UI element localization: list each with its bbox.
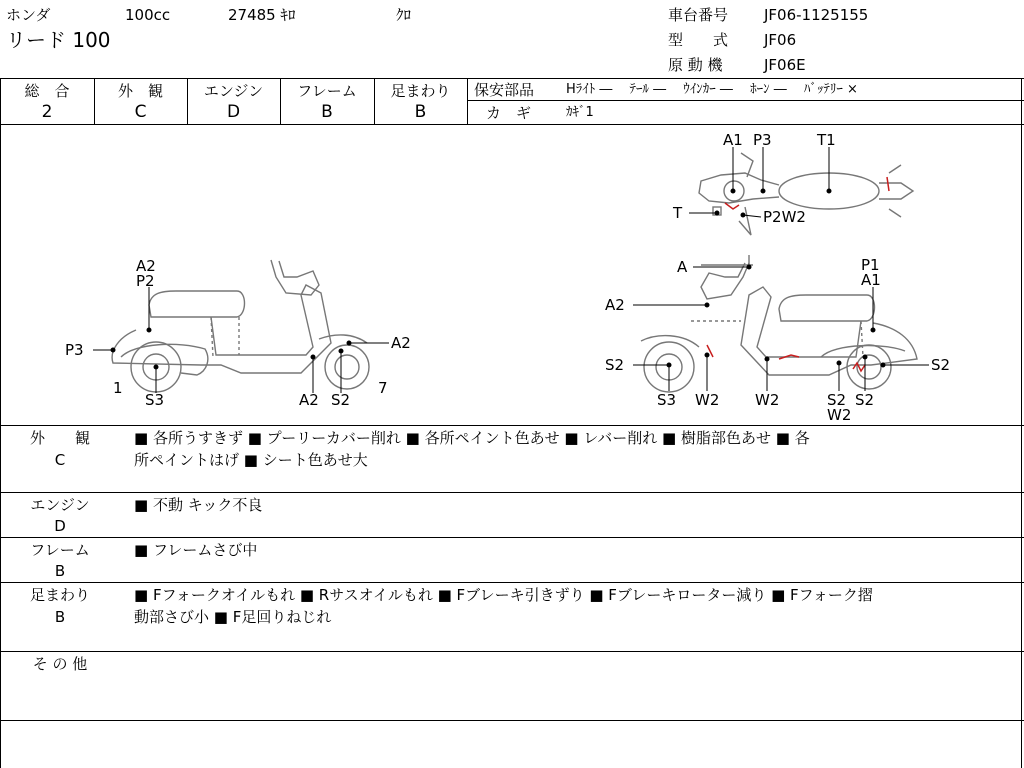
suspension-notes-line2: 動部さび小 ■ F足回りねじれ bbox=[134, 608, 332, 626]
suspension-notes-line1: ■ Fフォークオイルもれ ■ Rサスオイルもれ ■ Fブレーキ引きずり ■ Fブレーキローター減り ■ Fフォーク摺 bbox=[134, 586, 873, 604]
frame-no: JF06-1125155 bbox=[764, 6, 869, 24]
exterior-section-label: 外 観 bbox=[29, 429, 90, 447]
label-p1: P1 bbox=[861, 256, 880, 274]
type-label: 型 式 bbox=[668, 31, 729, 49]
key-value: ｶｷﾞ1 bbox=[566, 105, 594, 120]
label-1: 1 bbox=[113, 379, 123, 397]
overall-grade: 2 bbox=[41, 102, 53, 122]
label-s3-left: S3 bbox=[145, 391, 165, 409]
safety-label: 保安部品 bbox=[474, 81, 535, 99]
frame-grade-label: フレーム bbox=[297, 82, 357, 100]
suspension-section-label: 足まわり bbox=[29, 586, 90, 604]
label-7: 7 bbox=[378, 379, 388, 397]
label-a2-bottom: A2 bbox=[299, 391, 319, 409]
label-s2-b: S2 bbox=[855, 391, 875, 409]
safety-items: Hﾗｲﾄ ― ﾃｰﾙ ― ｳｲﾝｶｰ ― ﾎｰﾝ ― ﾊﾞｯﾃﾘｰ × bbox=[566, 82, 858, 97]
key-label: カ ギ bbox=[486, 104, 532, 122]
engine-grade: D bbox=[226, 102, 241, 122]
maker: ホンダ bbox=[6, 6, 51, 24]
engine-grade-label: エンジン bbox=[203, 82, 264, 100]
label-s2-rightview-left: S2 bbox=[605, 356, 625, 374]
label-a2-right: A2 bbox=[391, 334, 411, 352]
exterior-grade-label: 外 観 bbox=[117, 82, 163, 100]
color: ｸﾛ bbox=[396, 6, 412, 24]
label-a: A bbox=[677, 258, 688, 276]
damage-diagram bbox=[1, 125, 1021, 425]
label-s3-rightview: S3 bbox=[657, 391, 677, 409]
overall-grade-label: 総 合 bbox=[24, 82, 70, 100]
exterior-notes-line2: 所ペイントはげ ■ シート色あせ大 bbox=[134, 451, 368, 469]
frame-section-grade: B bbox=[54, 562, 66, 580]
mileage: 27485 ｷﾛ bbox=[228, 6, 296, 24]
engine-section-label: エンジン bbox=[30, 496, 90, 514]
label-p3-left: P3 bbox=[65, 341, 84, 359]
frame-section-label: フレーム bbox=[30, 541, 90, 559]
label-s2-left: S2 bbox=[331, 391, 351, 409]
exterior-notes-line1: ■ 各所うすきず ■ プーリーカバー削れ ■ 各所ペイント色あせ ■ レバー削れ ■ 樹脂部色あせ ■ 各 bbox=[134, 429, 810, 447]
suspension-grade-label: 足まわり bbox=[390, 82, 451, 100]
exterior-grade: C bbox=[134, 102, 147, 122]
engine-notes: ■ 不動 キック不良 bbox=[134, 496, 263, 514]
label-s2-rightview-right: S2 bbox=[931, 356, 951, 374]
label-p2-left: P2 bbox=[136, 272, 155, 290]
engine-value: JF06E bbox=[764, 56, 806, 74]
engine-label: 原 動 機 bbox=[668, 56, 723, 74]
label-w2-b: W2 bbox=[755, 391, 780, 409]
scooter-top-view bbox=[699, 153, 913, 235]
label-p3-top: P3 bbox=[753, 131, 772, 149]
label-a2-rightview: A2 bbox=[605, 296, 625, 314]
label-t1: T1 bbox=[817, 131, 836, 149]
frame-grade: B bbox=[321, 102, 333, 122]
frame-notes: ■ フレームさび中 bbox=[134, 541, 258, 559]
frame-no-label: 車台番号 bbox=[668, 6, 729, 24]
label-w2-a: W2 bbox=[695, 391, 720, 409]
model-name: リード 100 bbox=[6, 28, 111, 52]
label-w2-c: W2 bbox=[827, 406, 852, 424]
label-a2-left: A2 bbox=[136, 257, 156, 275]
label-s2-a: S2 bbox=[827, 391, 847, 409]
label-p2w2: P2W2 bbox=[763, 208, 806, 226]
exterior-section-grade: C bbox=[54, 451, 66, 469]
label-a1-rightview: A1 bbox=[861, 271, 881, 289]
other-section-label: そ の 他 bbox=[32, 655, 88, 673]
label-a1-top: A1 bbox=[723, 131, 743, 149]
suspension-grade: B bbox=[414, 102, 427, 122]
type-value: JF06 bbox=[764, 31, 797, 49]
engine-section-grade: D bbox=[54, 517, 66, 535]
suspension-section-grade: B bbox=[54, 608, 66, 626]
label-t: T bbox=[673, 204, 683, 222]
displacement: 100cc bbox=[125, 6, 171, 24]
